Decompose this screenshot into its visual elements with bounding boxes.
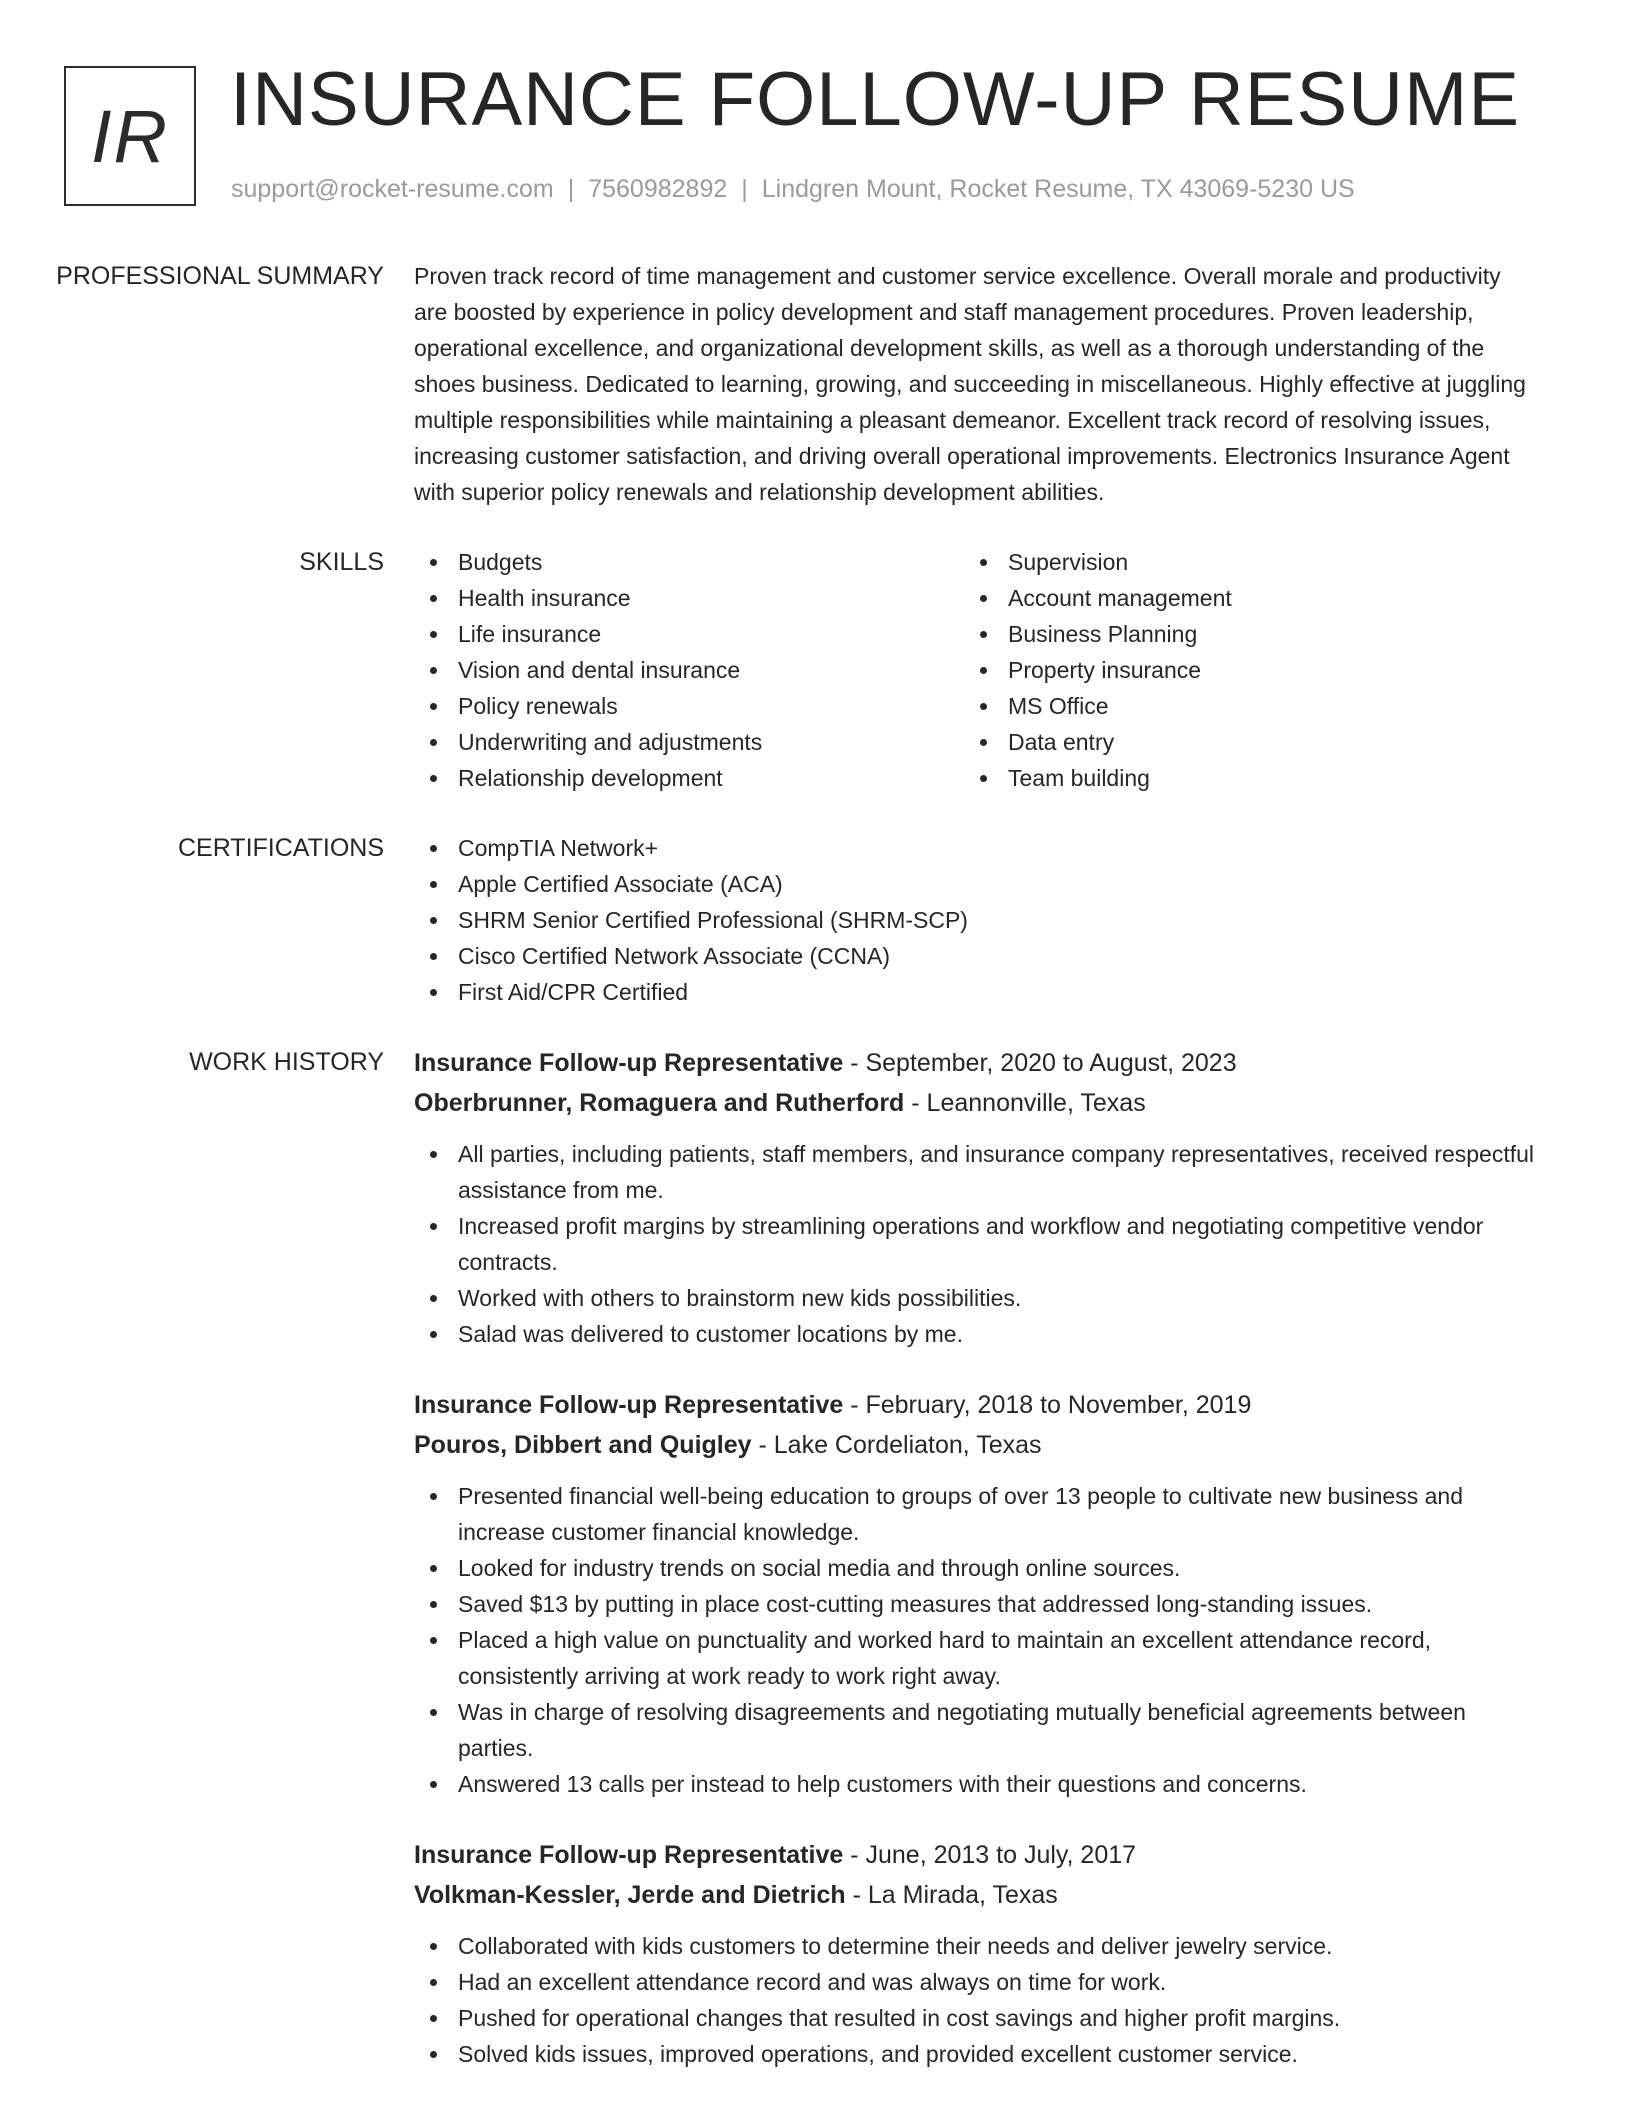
job-company-line (414, 1426, 1534, 1464)
job-duties (414, 1928, 1534, 2072)
skills-list-left (414, 544, 964, 796)
monogram-logo (64, 66, 196, 206)
section-label-work-history: WORK HISTORY (189, 1048, 384, 1076)
job-duty: Salad was delivered to customer locations by me. (414, 1316, 1534, 1352)
job-duty: Placed a high value on punctuality and worked hard to maintain an excellent attendance record, consistently arriving at work ready to work right away. (414, 1622, 1534, 1694)
skill-item: MS Office (964, 688, 1514, 724)
contact-separator: | (567, 175, 575, 203)
job-duty: Solved kids issues, improved operations, and provided excellent customer service. (414, 2036, 1534, 2072)
skill-item: Account management (964, 580, 1514, 616)
job-title: Insurance Follow-up Representative (414, 1049, 844, 1077)
skill-item: Budgets (414, 544, 964, 580)
skill-item: Vision and dental insurance (414, 652, 964, 688)
skill-item: Health insurance (414, 580, 964, 616)
skills-grid (414, 544, 1534, 796)
job-company-line (414, 1084, 1534, 1122)
resume-title: INSURANCE FOLLOW-UP RESUME (230, 57, 1521, 142)
job-entry (414, 1044, 1534, 1352)
contact-separator: | (741, 175, 748, 203)
job-dates: - September, 2020 to August, 2023 (843, 1049, 1237, 1077)
section-label-skills: SKILLS (299, 548, 384, 576)
skill-item: Business Planning (964, 616, 1514, 652)
work-history-section (0, 1044, 1632, 2106)
job-duty: Had an excellent attendance record and was always on time for work. (414, 1964, 1534, 2000)
job-entry (414, 1836, 1534, 2072)
job-title: Insurance Follow-up Representative (414, 1391, 844, 1419)
skill-item: Team building (964, 760, 1514, 796)
job-duty: Saved $13 by putting in place cost-cutting measures that addressed long-standing issues. (414, 1586, 1534, 1622)
job-location: - Leannonville, Texas (904, 1089, 1146, 1117)
job-title-line (414, 1836, 1534, 1874)
skills-section (0, 544, 1632, 796)
job-duty: Looked for industry trends on social media and through online sources. (414, 1550, 1534, 1586)
job-location: - Lake Cordeliaton, Texas (751, 1431, 1042, 1459)
certifications-list (414, 830, 1534, 1010)
contact-phone[interactable]: 7560982892 (588, 175, 728, 203)
skill-item: Data entry (964, 724, 1514, 760)
skills-list-right (964, 544, 1514, 796)
contact-address: Lindgren Mount, Rocket Resume, TX 43069-5230 US (761, 175, 1355, 203)
certification-item: First Aid/CPR Certified (414, 974, 1534, 1010)
job-title: Insurance Follow-up Representative (414, 1841, 844, 1869)
certification-item: Apple Certified Associate (ACA) (414, 866, 1534, 902)
job-duty: Worked with others to brainstorm new kids possibilities. (414, 1280, 1534, 1316)
job-company: Volkman-Kessler, Jerde and Dietrich (414, 1881, 846, 1909)
certification-item: Cisco Certified Network Associate (CCNA) (414, 938, 1534, 974)
resume-body (0, 258, 1632, 2112)
skill-item: Policy renewals (414, 688, 964, 724)
job-company: Oberbrunner, Romaguera and Rutherford (414, 1089, 905, 1117)
section-label-certifications: CERTIFICATIONS (177, 834, 384, 862)
skill-item: Life insurance (414, 616, 964, 652)
monogram-initials: IR (91, 94, 169, 178)
job-duty: Was in charge of resolving disagreements and negotiating mutually beneficial agreements between parties. (414, 1694, 1534, 1766)
job-duty: Answered 13 calls per instead to help customers with their questions and concerns. (414, 1766, 1534, 1802)
certifications-section (0, 830, 1632, 1010)
job-title-line (414, 1386, 1534, 1424)
skill-item: Supervision (964, 544, 1514, 580)
job-duty: All parties, including patients, staff members, and insurance company representatives, received respectful assistance from me. (414, 1136, 1534, 1208)
skill-item: Property insurance (964, 652, 1514, 688)
summary-section (0, 258, 1632, 510)
job-duties (414, 1478, 1534, 1802)
job-dates: - February, 2018 to November, 2019 (843, 1391, 1252, 1419)
section-label-summary: PROFESSIONAL SUMMARY (56, 262, 384, 290)
job-duties (414, 1136, 1534, 1352)
job-duty: Collaborated with kids customers to determine their needs and deliver jewelry service. (414, 1928, 1534, 1964)
certification-item: SHRM Senior Certified Professional (SHRM-SCP) (414, 902, 1534, 938)
contact-email[interactable]: support@rocket-resume.com (231, 175, 554, 203)
skill-item: Underwriting and adjustments (414, 724, 964, 760)
job-title-line (414, 1044, 1534, 1082)
job-duty: Pushed for operational changes that resulted in cost savings and higher profit margins. (414, 2000, 1534, 2036)
contact-line (231, 175, 1355, 204)
job-duty: Increased profit margins by streamlining operations and workflow and negotiating competitive vendor contracts. (414, 1208, 1534, 1280)
certification-item: CompTIA Network+ (414, 830, 1534, 866)
skill-item: Relationship development (414, 760, 964, 796)
job-company-line (414, 1876, 1534, 1914)
job-company: Pouros, Dibbert and Quigley (414, 1431, 752, 1459)
summary-text: Proven track record of time management and customer service excellence. Overall morale and productivity are boosted by experience in policy development and staff management procedures. Proven leadership, operational excellence, and organizational development skills, as well as a thorough understanding of the shoes business. Dedicated to learning, growing, and succeeding in miscellaneous. Highly effective at juggling multiple responsibilities while maintaining a pleasant demeanor. Excellent track record of resolving issues, increasing customer satisfaction, and driving overall operational improvements. Electronics Insurance Agent with superior policy renewals and relationship development abilities. (414, 263, 1526, 505)
job-duty: Presented financial well-being education to groups of over 13 people to cultivate new business and increase customer financial knowledge. (414, 1478, 1534, 1550)
job-location: - La Mirada, Texas (845, 1881, 1058, 1909)
job-entry (414, 1386, 1534, 1802)
job-dates: - June, 2013 to July, 2017 (843, 1841, 1137, 1869)
